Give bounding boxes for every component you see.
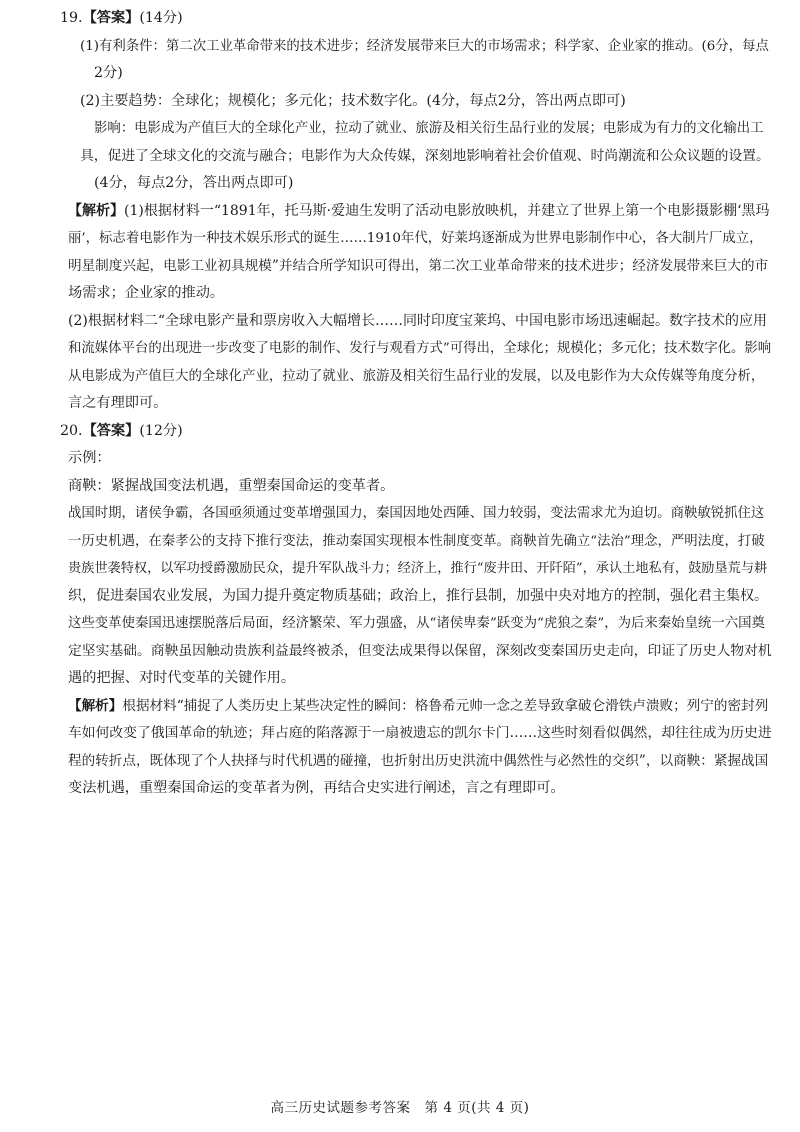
q20-header: [60, 418, 772, 446]
q19-analysis-2-l2: 和流媒体平台的出现进一步改变了电影的制作、发行与观看方式”可得出，全球化；规模化；多元化；技术数字化。影响: [68, 341, 772, 356]
q20-answer-tag: 【答案】: [82, 422, 140, 439]
q19-answer-2: (2)主要趋势：全球化；规模化；多元化；技术数字化。(4分，每点2分，答出两点即可): [80, 92, 626, 109]
q19-analysis-2: (2)根据材料二“全球电影产量和票房收入大幅增长……同时印度宝莱坞、中国电影市场迅速崛起。数字技术的应用: [68, 312, 767, 329]
q20-para2-l3: 遇的把握、对时代变革的关键作用。: [68, 670, 296, 686]
q20-analysis-l4: 变法机遇，重塑秦国命运的变革者为例，再结合史实进行阐述，言之有理即可。: [68, 780, 565, 796]
q19-analysis-2-l3: 从电影成为产值巨大的全球化产业，拉动了就业、旅游及相关衍生品行业的发展，以及电影作为大众传媒等角度分析，: [68, 368, 765, 384]
q20-para1-l2: 一历史机遇，在秦孝公的支持下推行变法，推动秦国实现根本性制度变革。商鞅首先确立“法治”理念，严明法度，打破: [68, 533, 765, 549]
q19-analysis-1-text: (1)根据材料一“1891年，托马斯·爱迪生发明了活动电影放映机，并建立了世界上第一个电影摄影棚‘黑玛: [124, 202, 770, 219]
q20-para1-l1: 战国时期，诸侯争霸，各国亟须通过变革增强国力，秦国因地处西陲、国力较弱，变法需求尤为迫切。商鞅敏锐抓住这: [68, 506, 765, 521]
q19-answer-2-score: (4分，每点2分，答出两点即可): [94, 175, 294, 191]
q19-number: 19.: [60, 10, 83, 26]
q19-analysis-1-l2: 丽’，标志着电影作为一种技术娱乐形式的诞生……1910年代，好莱坞逐渐成为世界电影制作中心，各大制片厂成立，: [68, 231, 763, 246]
q20-analysis-text: 根据材料“捕捉了人类历史上某些决定性的瞬间：格鲁希元帅一念之差导致拿破仑滑铁卢溃败；列宁的密封列: [122, 697, 769, 714]
q20-score: (12分): [139, 422, 183, 439]
q19-analysis-1-l3: 明星制度兴起，电影工业初具规模”并结合所学知识可得出，第二次工业革命带来的技术进步；经济发展带来巨大的市: [68, 257, 769, 274]
q20-analysis-tag: 【解析】: [68, 697, 123, 714]
q19-analysis-1-l4: 场需求；企业家的推动。: [68, 285, 225, 301]
q19-answer-1-cont: 2分): [94, 65, 123, 81]
q20-analysis: [60, 693, 772, 721]
q20-analysis-l2: 车如何改变了俄国革命的轨迹；拜占庭的陷落源于一扇被遗忘的凯尔卡门……这些时刻看似偶然，却往往成为历史进: [68, 725, 772, 741]
page-footer: 高三历史试题参考答案 第 4 页(共 4 页): [270, 1100, 530, 1116]
q20-para1-l3: 贵族世袭特权，以军功授爵激励民众，提升军队战斗力；经济上，推行“废井田、开阡陌”，承认土地私有，鼓励垦荒与耕: [68, 561, 768, 576]
q20-thesis: 商鞅：紧握战国变法机遇，重塑秦国命运的变革者。: [68, 477, 395, 494]
q19-answer-1: (1)有利条件：第二次工业革命带来的技术进步；经济发展带来巨大的市场需求；科学家、企业家的推动。(6分，每点: [80, 38, 769, 54]
q19-answer-2-impact-cont: 具，促进了全球文化的交流与融合；电影作为大众传媒，深刻地影响着社会价值观、时尚潮流和公众议题的设置。: [80, 147, 770, 164]
q19-analysis-2-l4: 言之有理即可。: [68, 395, 168, 411]
q19-score: (14分): [139, 10, 183, 26]
answer-content: [60, 5, 772, 803]
q20-example-label: 示例：: [68, 450, 111, 466]
q20-para2-l1: 这些变革使秦国迅速摆脱落后局面，经济繁荣、军力强盛，从“诸侯卑秦”跃变为“虎狼之秦”，为后来秦始皇统一六国奠: [68, 616, 765, 631]
q20-number: 20.: [60, 422, 83, 439]
q20-para2-l2: 定坚实基础。商鞅虽因触动贵族利益最终被杀，但变法成果得以保留，深刻改变秦国历史走向，印证了历史人物对机: [68, 642, 772, 659]
q20-para1-l4: 织，促进秦国农业发展，为国力提升奠定物质基础；政治上，推行县制，加强中央对地方的控制，强化君主集权。: [68, 587, 768, 604]
q19-analysis-tag: 【解析】: [68, 202, 124, 219]
q20-analysis-l3: 程的转折点，既体现了个人抉择与时代机遇的碰撞，也折射出历史洪流中偶然性与必然性的交织”，以商鞅：紧握战国: [68, 752, 769, 769]
q19-analysis-1: [60, 198, 772, 226]
q19-answer-2-impact: 影响：电影成为产值巨大的全球化产业，拉动了就业、旅游及相关衍生品行业的发展；电影成为有力的文化输出工: [94, 121, 764, 136]
q19-answer-tag: 【答案】: [82, 10, 140, 26]
q19-header: [60, 5, 772, 33]
